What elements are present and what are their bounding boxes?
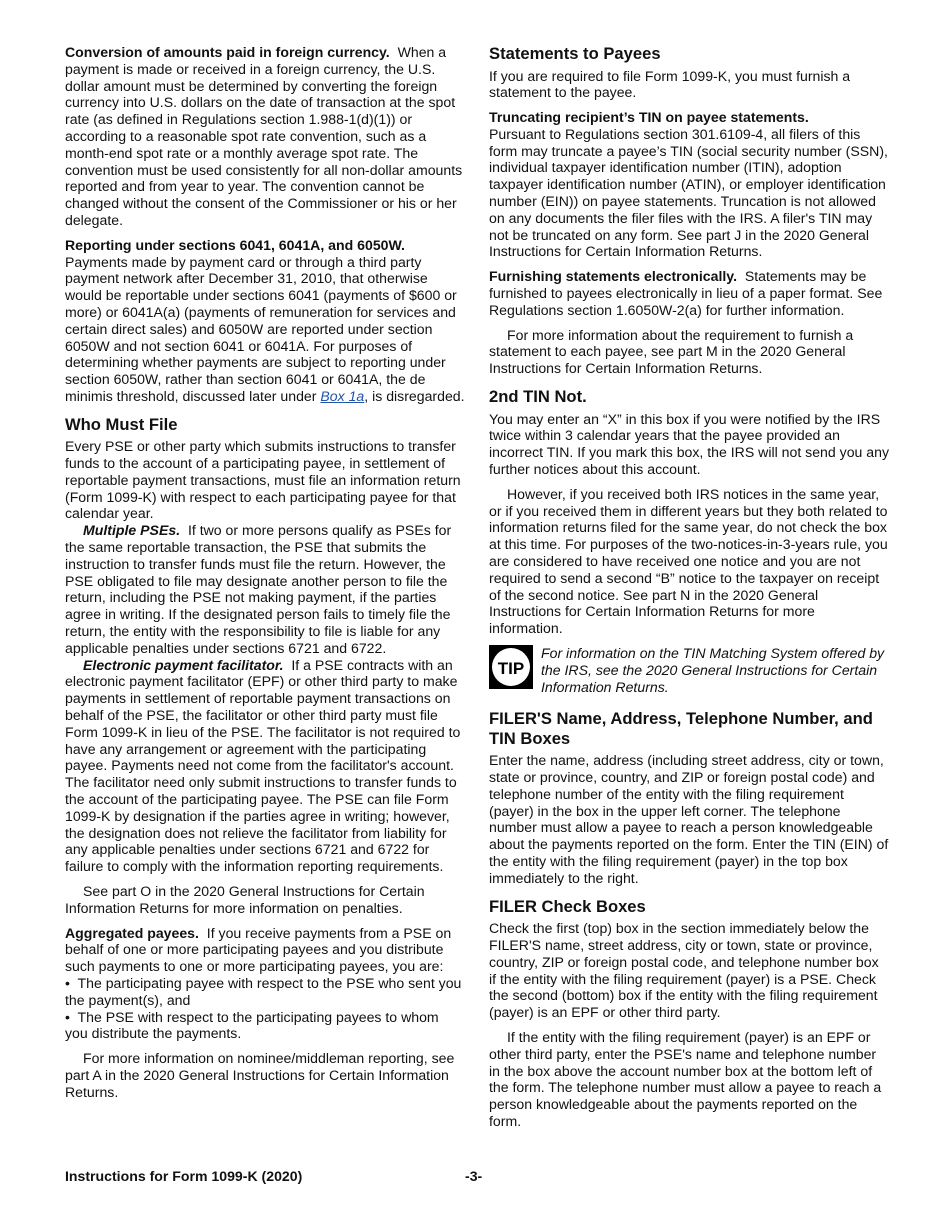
tin-not-heading: 2nd TIN Not.: [489, 387, 587, 407]
conversion-heading: Conversion of amounts paid in foreign currency.: [65, 44, 390, 60]
filer-check-body: Check the first (top) box in the section immediately below the FILER'S name, street address, city or town, state or province, country, ZIP or foreign postal code, and telephone number box if the entity with the filing requirement (payer) is a PSE. Check the second (bottom) box if the entity with the filing requirement (payer) is an EPF or other third party.: [489, 920, 879, 1021]
footer-title: Instructions for Form 1099-K (2020): [65, 1168, 303, 1184]
reporting-heading: Reporting under sections 6041, 6041A, and 6050W.: [65, 236, 405, 253]
bullet-icon: •: [65, 1008, 70, 1025]
filer-name-body: Enter the name, address (including street address, city or town, state or province, country, and ZIP or foreign postal code) and telephone number of the entity with the filing requirement (payer) in the box in the upper left corner. The telephone number must allow a payee to reach a person knowledgeable about the payments reported on the form. Enter the TIN (EIN) of the entity with the filing requirement (payer) in the top box immediately to the right.: [489, 752, 889, 886]
aggregated-body: If you receive payments from a PSE on behalf of one or more participating payees and you distribute such payments to one or more participating payees, you are:: [65, 924, 452, 975]
conversion-body: When a payment is made or received in a foreign currency, the U.S. dollar amount must be determined by converting the foreign currency into U.S. dollars on the date of transaction at the spot rate (as defined in Regulations section 1.988-1(d)(1)) or according to a reasonable spot rate convention, such as a month-end spot rate or a monthly average spot rate. The convention must be used consistently for all non-dollar amounts reported and from year to year. The convention cannot be changed without the consent of the Commissioner or his or her delegate.: [65, 44, 463, 228]
reporting-paragraph: [65, 237, 465, 405]
truncating-body: Pursuant to Regulations section 301.6109-4, all filers of this form may truncate a payee’s TIN (social security number (SSN), individual taxpayer identification number (ITIN), adoption taxpayer identification number (ATIN), or employer identification number (EIN)) on payee statements. Truncation is not allowed on any documents the filer files with the IRS. A filer's TIN may not be truncated on any form. See part J in the 2020 General Instructions for Certain Information Returns.: [489, 125, 888, 260]
who-must-file-body: Every PSE or other party which submits instructions to transfer funds to the account of a participating payee, in settlement of reportable payment transactions, must file an information return (Form 1099-K) with respect to each participating payee for that calendar year.: [65, 438, 461, 522]
statements-heading: Statements to Payees: [489, 44, 661, 63]
page-footer: [65, 1168, 889, 1186]
filer-name-heading: FILER'S Name, Address, Telephone Number, and TIN Boxes: [489, 709, 873, 748]
more-info-paragraph: For more information about the requirement to furnish a statement to each payee, see part M in the 2020 General Instructions for Certain Information Returns.: [489, 326, 854, 377]
filer-check-body-2: If the entity with the filing requirement (payer) is an EPF or other third party, enter the PSE's name and telephone number in the box above the account number box at the bottom left of the form. The telephone number must allow a payee to reach a person knowledgeable about the payments reported on the form.: [489, 1028, 882, 1129]
list-item: • The PSE with respect to the participating payees to whom you distribute the payments.: [65, 1008, 439, 1042]
aggregated-heading: Aggregated payees.: [65, 924, 199, 941]
reporting-body-pre: Payments made by payment card or through a third party payment network after December 31, 2010, that otherwise would be reportable under sections 6041 (payments of $600 or more) or 6041A(a) (payments of remuneration for services and certain direct sales) and 6050W are reported under section 6050W and not section 6041 or 6041A. For purposes of determining whether payments are subject to reporting under section 6050W, rather than section 6041 or 6041A, the de minimis threshold, discussed later under: [65, 253, 457, 404]
tip-box: [489, 645, 889, 695]
epf-body: If a PSE contracts with an electronic payment facilitator (EPF) or other third party to make payments in settlement of reportable payment transactions on behalf of the PSE, the facilitator or other third party must file Form 1099-K in lieu of the PSE. The facilitator is not required to have any arrangement or agreement with the participating payee. Payments need not come from the facilitator's account. The facilitator need only submit instructions to transfer funds to the account of the participating payee. The PSE can file Form 1099-K by designation if the parties agree in writing; however, the designation does not relieve the facilitator from liability for any applicable penalties under sections 6721 and 6722 for failure to comply with the information reporting requirements.: [65, 656, 461, 875]
furnishing-paragraph: [489, 268, 889, 318]
tin-not-body-2: However, if you received both IRS notices in the same year, or if you received them in different years but they both related to information returns filed for the same year, do not check the box at this time. For purposes of the two-notices-in-3-years rule, you are considered to have received one notice and you are not required to send a second “B” notice to the taxpayer on receipt of the second notice. See part N in the 2020 General Instructions for Certain Information Returns for more information.: [489, 485, 888, 637]
furnishing-body: Statements may be furnished to payees electronically in lieu of a paper format. See Regulations section 1.6050W-2(a) for further information.: [489, 268, 883, 318]
left-column: [65, 44, 465, 1109]
right-column: [489, 44, 889, 1138]
conversion-paragraph: [65, 44, 465, 229]
page-number: -3-: [465, 1168, 483, 1184]
tip-icon-label: TIP: [497, 658, 525, 678]
multiple-pses-paragraph: [65, 522, 465, 656]
tip-text: For information on the TIN Matching System offered by the IRS, see the 2020 General Instructions for Certain Information Returns.: [541, 644, 885, 695]
bullet-icon: •: [65, 974, 70, 991]
epf-heading: Electronic payment facilitator.: [83, 656, 284, 673]
who-must-file-heading: Who Must File: [65, 414, 178, 434]
truncating-paragraph: [489, 109, 889, 260]
list-item: • The participating payee with respect to the PSE who sent you the payment(s), and: [65, 974, 462, 1008]
multiple-pses-body: If two or more persons qualify as PSEs for the same reportable transaction, the PSE that submits the instruction to transfer funds must file the return. However, the PSE obligated to file may designate another person to file the return, including the PSE not making payment, if the parties agree in writing. If the designated person fails to timely file the return, the entity with the responsibility to file is liable for any applicable penalties under sections 6721 and 6722.: [65, 522, 452, 656]
truncating-heading: Truncating recipient’s TIN on payee statements.: [489, 109, 809, 126]
filer-check-heading: FILER Check Boxes: [489, 896, 646, 916]
statements-body: If you are required to file Form 1099-K, you must furnish a statement to the payee.: [489, 67, 851, 101]
tin-not-body: You may enter an “X” in this box if you were notified by the IRS twice within 3 calendar years that the payee provided an incorrect TIN. If you mark this box, the IRS will not send you any further notices about this account.: [489, 410, 890, 477]
nominee-paragraph: For more information on nominee/middleman reporting, see part A in the 2020 General Instructions for Certain Information Returns.: [65, 1050, 455, 1100]
multiple-pses-heading: Multiple PSEs.: [83, 522, 181, 539]
reporting-body-post: , is disregarded.: [364, 387, 465, 404]
epf-paragraph: [65, 657, 465, 875]
tip-icon: [489, 645, 533, 689]
box-1a-link[interactable]: Box 1a: [320, 387, 365, 404]
aggregated-paragraph: [65, 925, 465, 975]
furnishing-heading: Furnishing statements electronically.: [489, 268, 738, 285]
see-part-o-paragraph: See part O in the 2020 General Instructions for Certain Information Returns for more information on penalties.: [65, 882, 425, 916]
